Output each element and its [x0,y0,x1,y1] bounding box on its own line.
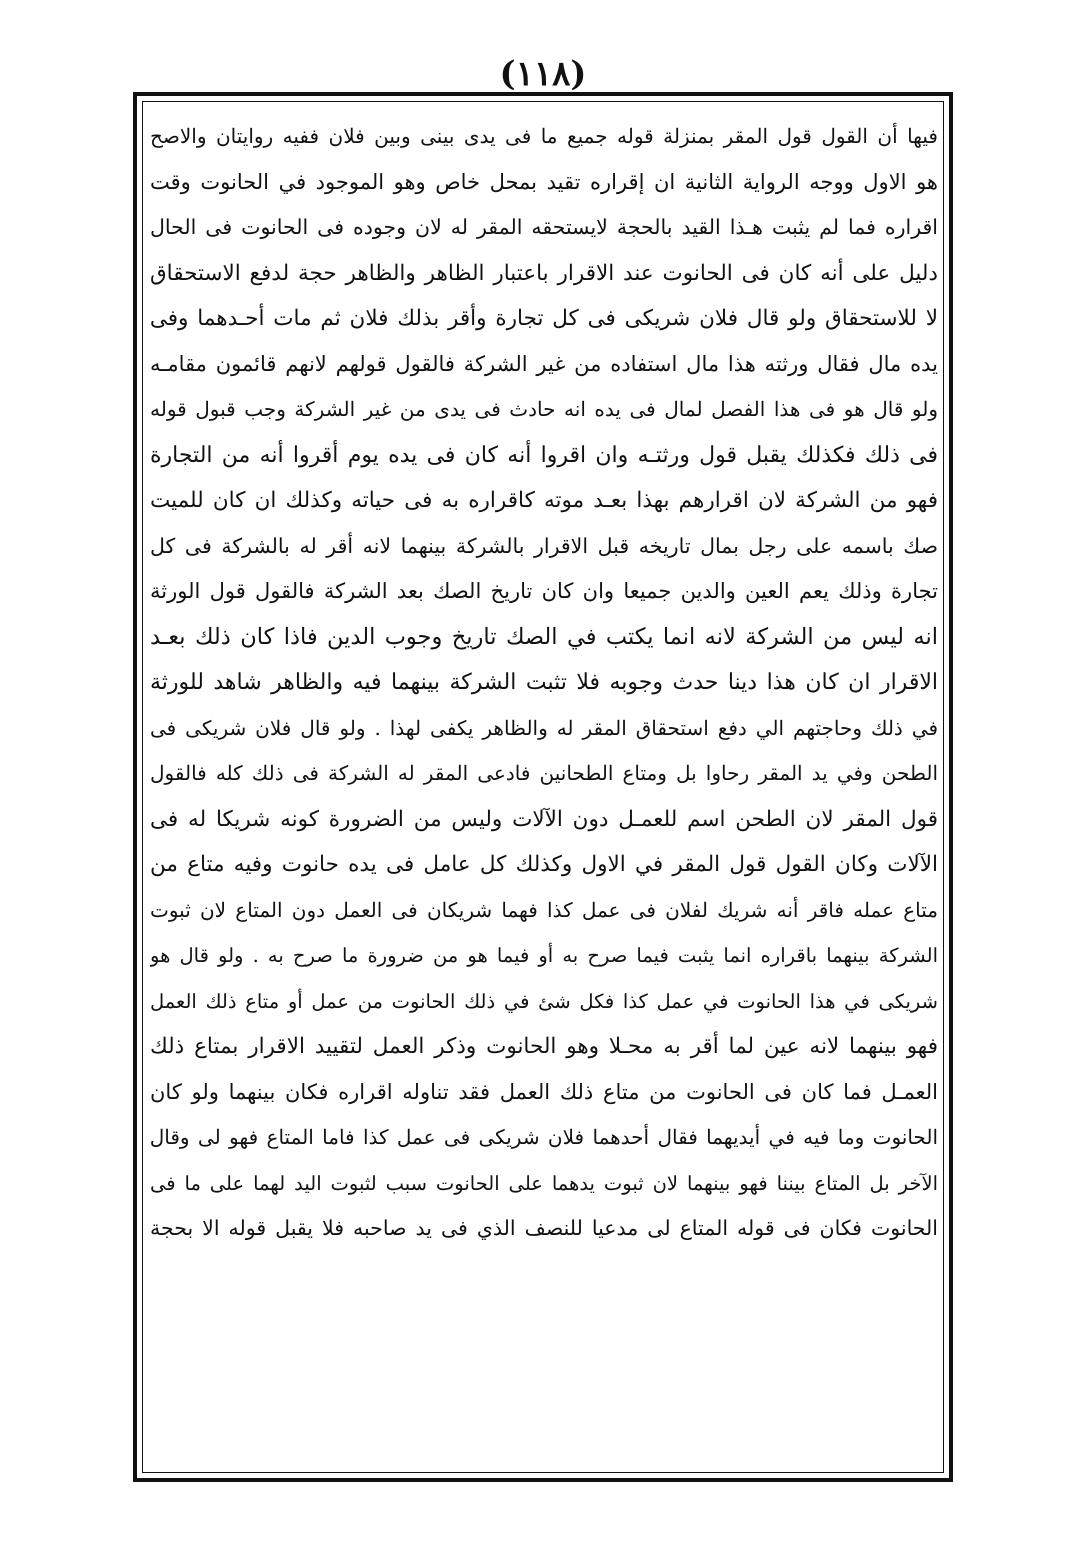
text-line: دليل على أنه كان فى الحانوت عند الاقرار باعتبار الظاهر والظاهر حجة لدفع الاستحقاق [150,260,938,286]
text-line: ولو قال هو فى هذا الفصل لمال فى يده انه حادث فى يدى من غير الشركة وجب قبول قوله [150,397,938,421]
text-line: الاقرار ان كان هذا دينا حدث وجوبه فلا تثبت الشركة بينهما فيه والظاهر شاهد للورثة [150,670,938,695]
text-line: فهو من الشركة لان اقرارهم بهذا بعـد موته كاقراره به فى حياته وكذلك ان كان للميت [150,488,938,513]
text-line: الحانوت وما فيه في أيديهما فقال أحدهما فلان شريكى فى عمل كذا فاما المتاع فهو لى وقال [150,1125,938,1149]
text-line: في ذلك وحاجتهم الي دفع استحقاق المقر له والظاهر يكفى لهذا . ولو قال فلان شريكى فى [150,715,938,740]
text-line: شريكى في هذا الحانوت في عمل كذا فكل شئ في ذلك الحانوت من عمل أو متاع ذلك العمل [150,989,938,1013]
body-text [150,114,938,1464]
text-line: فى ذلك فكذلك يقبل قول ورثتـه وان اقروا أنه كان فى يده يوم أقروا أنه من التجارة [150,442,938,468]
text-line: الطحن وفي يد المقر رحاوا بل ومتاع الطحانين فادعى المقر له الشركة فى ذلك كله فالقول [150,761,938,785]
text-line: الحانوت فكان فى قوله المتاع لى مدعيا للنصف الذي فى يد صاحبه فلا يقبل قوله الا بحجة [150,1216,938,1240]
text-line: فيها أن القول قول المقر بمنزلة قوله جميع ما فى يدى بينى وبين فلان ففيه روايتان والاصح [150,124,938,148]
text-line: العمـل فما كان فى الحانوت من متاع ذلك العمل فقد تناوله اقراره فكان بينهما ولو كان [150,1079,938,1104]
text-line: انه ليس من الشركة لانه انما يكتب في الصك تاريخ وجوب الدين فاذا كان ذلك بعـد [150,623,938,650]
text-line: قول المقر لان الطحن اسم للعمـل دون الآلات وليس من الضرورة كونه شريكا له فى [150,806,938,832]
page-number: (١١٨) [499,54,587,94]
text-line: تجارة وذلك يعم العين والدين جميعا وان كان تاريخ الصك بعد الشركة فالقول قول الورثة [150,579,938,603]
text-line: متاع عمله فاقر أنه شريك لفلان فى عمل كذا فهما شريكان فى العمل دون المتاع لان ثبوت [150,897,938,922]
text-line: اقراره فما لم يثبت هـذا القيد بالحجة لايستحقه المقر له لان وجوده فى الحانوت فى الحال [150,215,938,239]
text-line: فهو بينهما لانه عين لما أقر به محـلا وهو الحانوت وذكر العمل لتقييد الاقرار بمتاع ذلك [150,1034,938,1059]
text-line: يده مال فقال ورثته هذا مال استفاده من غير الشركة فالقول قولهم لانهم قائمون مقامـه [150,351,938,376]
text-line: هو الاول ووجه الرواية الثانية ان إقراره تقيد بمحل خاص وهو الموجود في الحانوت وقت [150,169,938,194]
text-line: الآخر بل المتاع بيننا فهو بينهما لان ثبوت يدهما على الحانوت سبب لثبوت اليد لهما على ما فى [150,1171,938,1195]
text-line: الآلات وكان القول قول المقر في الاول وكذلك كل عامل فى يده حانوت وفيه متاع من [150,852,938,877]
text-line: الشركة بينهما باقراره انما يثبت فيما صرح به أو فيما هو من ضرورة ما صرح به . ولو قال هو [150,944,938,967]
text-line: صك باسمه على رجل بمال تاريخه قبل الاقرار بالشركة بينهما لانه أقر له بالشركة فى كل [150,533,938,558]
text-line: لا للاستحقاق ولو قال فلان شريكى فى كل تجارة وأقر بذلك فلان ثم مات أحـدهما وفى [150,306,938,331]
